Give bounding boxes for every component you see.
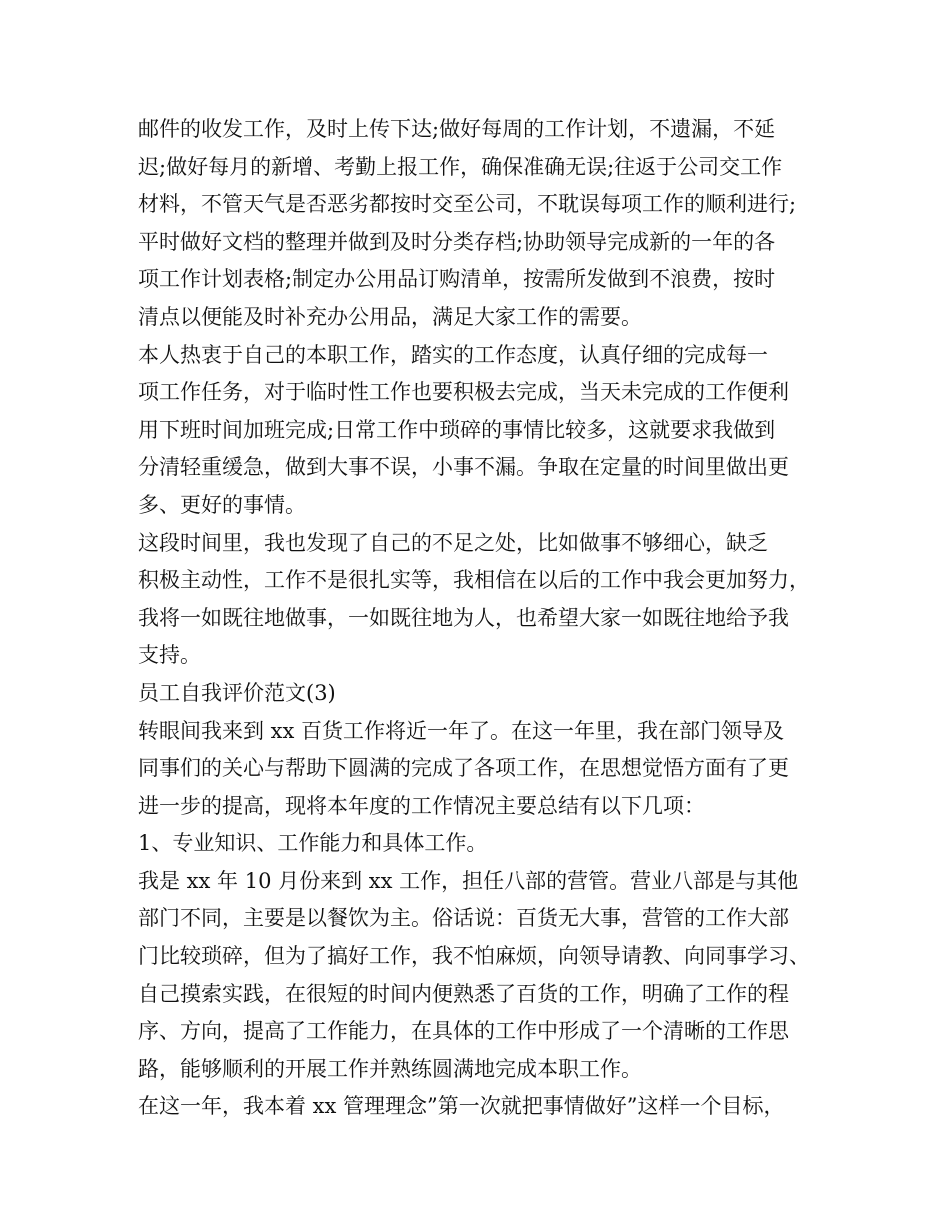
text-line: 转眼间我来到 xx 百货工作将近一年了。在这一年里，我在部门领导及 (138, 718, 785, 743)
text-line: 部门不同，主要是以餐饮为主。俗话说：百货无大事，营管的工作大部 (138, 906, 789, 931)
text-line: 项工作计划表格;制定办公用品订购清单，按需所发做到不浪费，按时 (138, 267, 776, 292)
text-line: 材料，不管天气是否恶劣都按时交至公司，不耽误每项工作的顺利进行; (138, 192, 797, 217)
text-line: 路，能够顺利的开展工作并熟练圆满地完成本职工作。 (138, 1056, 642, 1081)
text-line: 积极主动性，工作不是很扎实等，我相信在以后的工作中我会更加努力， (138, 568, 810, 593)
text-line: 这段时间里，我也发现了自己的不足之处，比如做事不够细心，缺乏 (138, 530, 768, 555)
section-heading: 员工自我评价范文(3) (138, 680, 336, 705)
document-page (138, 111, 828, 1126)
text-line: 分清轻重缓急，做到大事不误，小事不漏。争取在定量的时间里做出更 (138, 455, 789, 480)
text-line: 我是 xx 年 10 月份来到 xx 工作，担任八部的营管。营业八部是与其他 (138, 868, 799, 893)
text-line: 序、方向，提高了工作能力，在具体的工作中形成了一个清晰的工作思 (138, 1019, 789, 1044)
text-line: 本人热衷于自己的本职工作，踏实的工作态度，认真仔细的完成每一 (138, 342, 768, 367)
text-line: 我将一如既往地做事，一如既往地为人，也希望大家一如既往地给予我 (138, 605, 789, 630)
text-line: 自己摸索实践，在很短的时间内便熟悉了百货的工作，明确了工作的程 (138, 981, 789, 1006)
text-line: 平时做好文档的整理并做到及时分类存档;协助领导完成新的一年的各 (138, 229, 776, 254)
text-line: 进一步的提高，现将本年度的工作情况主要总结有以下几项： (138, 793, 705, 818)
text-line: 在这一年，我本着 xx 管理理念”第一次就把事情做好”这样一个目标， (138, 1094, 785, 1119)
text-line: 多、更好的事情。 (138, 492, 306, 517)
text-line: 门比较琐碎，但为了搞好工作，我不怕麻烦，向领导请教、向同事学习、 (138, 944, 810, 969)
text-line: 同事们的关心与帮助下圆满的完成了各项工作，在思想觉悟方面有了更 (138, 756, 789, 781)
text-line: 清点以便能及时补充办公用品，满足大家工作的需要。 (138, 304, 642, 329)
text-line: 用下班时间加班完成;日常工作中琐碎的事情比较多，这就要求我做到 (138, 417, 776, 442)
text-line: 迟;做好每月的新增、考勤上报工作，确保准确无误;往返于公司交工作 (138, 154, 783, 179)
text-line: 支持。 (138, 643, 201, 668)
text-line: 邮件的收发工作，及时上传下达;做好每周的工作计划，不遗漏，不延 (138, 117, 776, 141)
list-item-heading: 1、专业知识、工作能力和具体工作。 (138, 831, 488, 856)
text-line: 项工作任务，对于临时性工作也要积极去完成，当天未完成的工作便利 (138, 380, 789, 405)
